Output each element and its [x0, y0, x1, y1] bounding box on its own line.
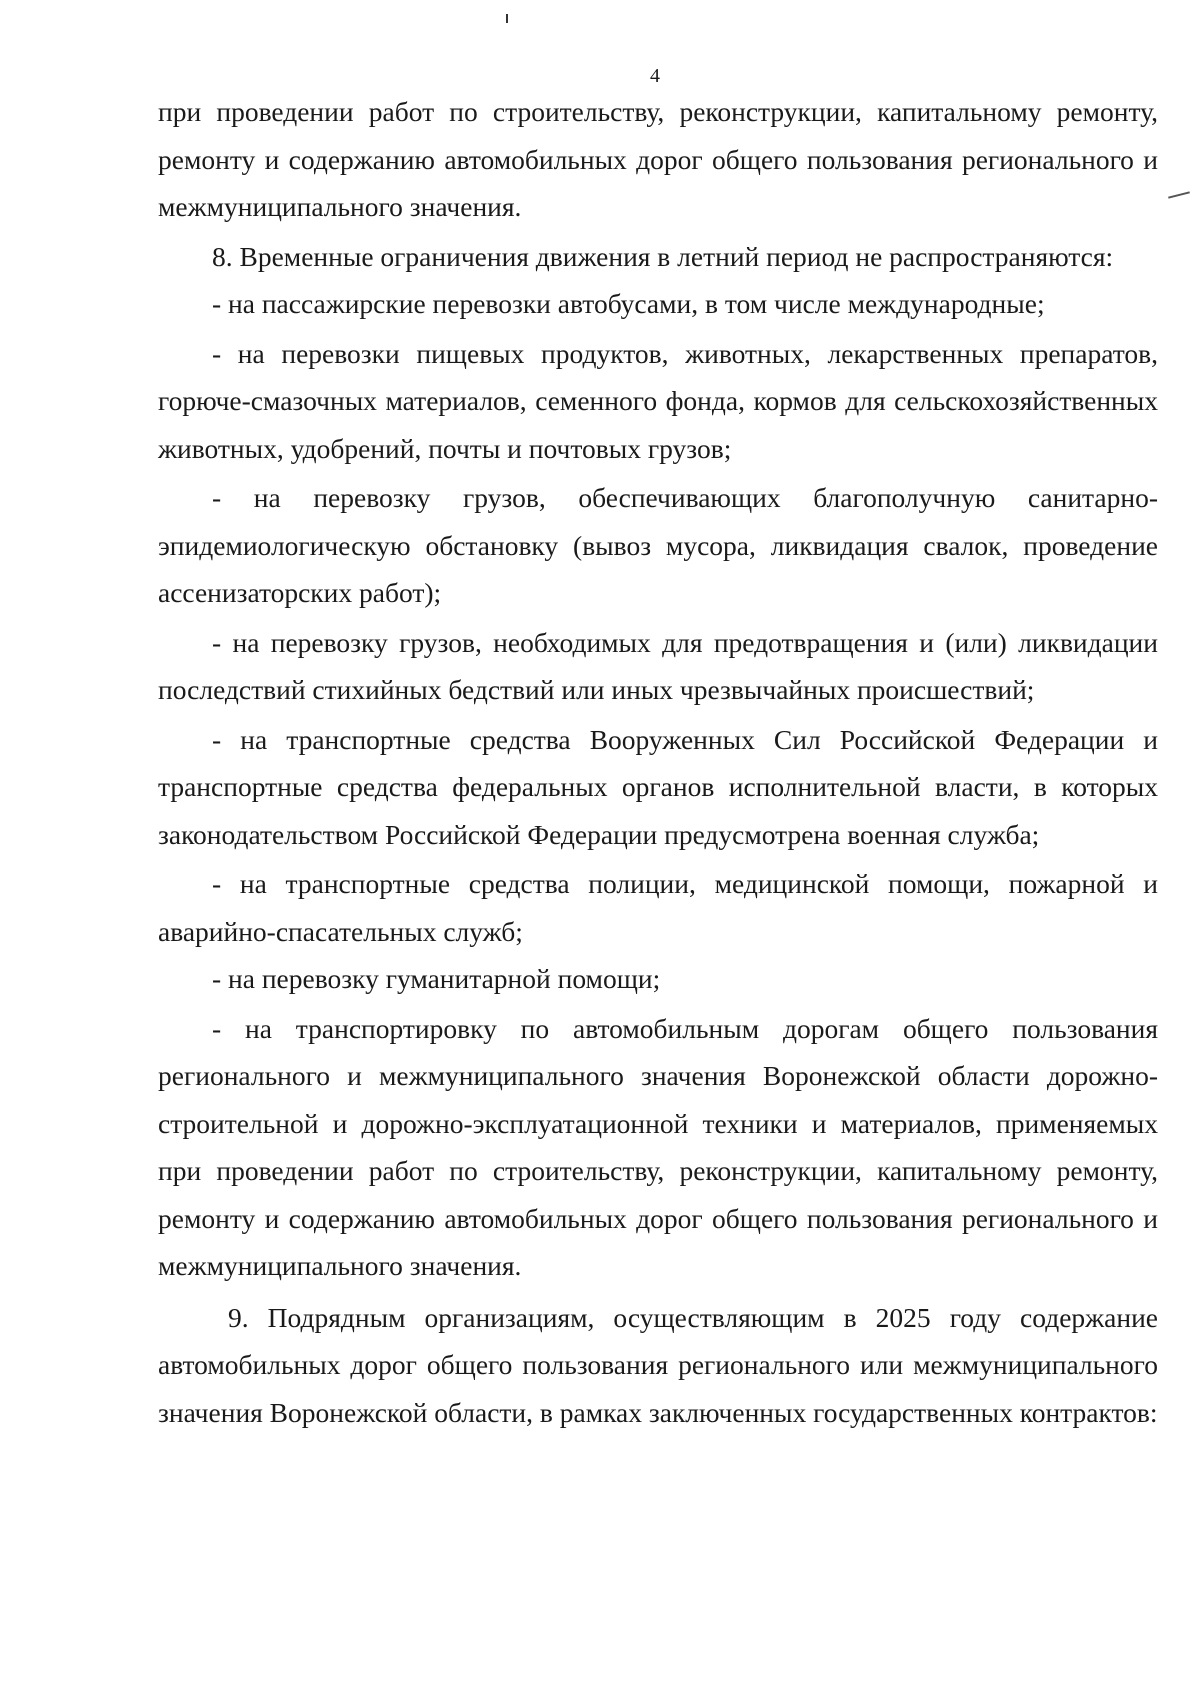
list-item: - на перевозку гуманитарной помощи; [212, 963, 661, 994]
paragraph-item-9: 9. Подрядным организациям, осуществляющим в 2025 году содержание автомобильных дорог общего пользования регионального или межмуниципального значения Воронежской области, в рамках заключенных государственных контрактов: [158, 1301, 1158, 1428]
scan-mark-top [506, 14, 508, 23]
list-item: - на транспортные средства полиции, медицинской помощи, пожарной и аварийно-спасательных служб; [158, 868, 1158, 947]
list-item: - на перевозку грузов, необходимых для предотвращения и (или) ликвидации последствий стихийных бедствий или иных чрезвычайных происшествий; [158, 626, 1158, 705]
document-body [158, 88, 1158, 1436]
list-item: - на пассажирские перевозки автобусами, в том числе международные; [212, 288, 1045, 319]
list-item: - на транспортные средства Вооруженных Сил Российской Федерации и транспортные средства федеральных органов исполнительной власти, в которых законодательством Российской Федерации предусмотрена военная служба; [158, 723, 1158, 850]
page-number: 4 [650, 65, 660, 87]
paragraph-continuation: при проведении работ по строительству, реконструкции, капитальному ремонту, ремонту и содержанию автомобильных дорог общего пользования регионального и межмуниципального значения. [158, 96, 1158, 222]
list-item: - на транспортировку по автомобильным дорогам общего пользования регионального и межмуниципального значения Воронежской области дорожно-строительной и дорожно-эксплуатационной техники и материалов, применяемых при проведении работ по строительству, реконструкции, капитальному ремонту, ремонту и содержанию автомобильных дорог общего пользования регионального и межмуниципального значения. [158, 1012, 1158, 1281]
list-item: - на перевозки пищевых продуктов, животных, лекарственных препаратов, горюче-смазочных материалов, семенного фонда, кормов для сельскохозяйственных животных, удобрений, почты и почтовых грузов; [158, 337, 1158, 464]
scan-mark-margin [1168, 191, 1190, 198]
paragraph-item-8: 8. Временные ограничения движения в летний период не распространяются: [212, 240, 1114, 272]
list-item: - на перевозку грузов, обеспечивающих благополучную санитарно-эпидемиологическую обстановку (вывоз мусора, ликвидация свалок, проведение ассенизаторских работ); [158, 482, 1158, 608]
